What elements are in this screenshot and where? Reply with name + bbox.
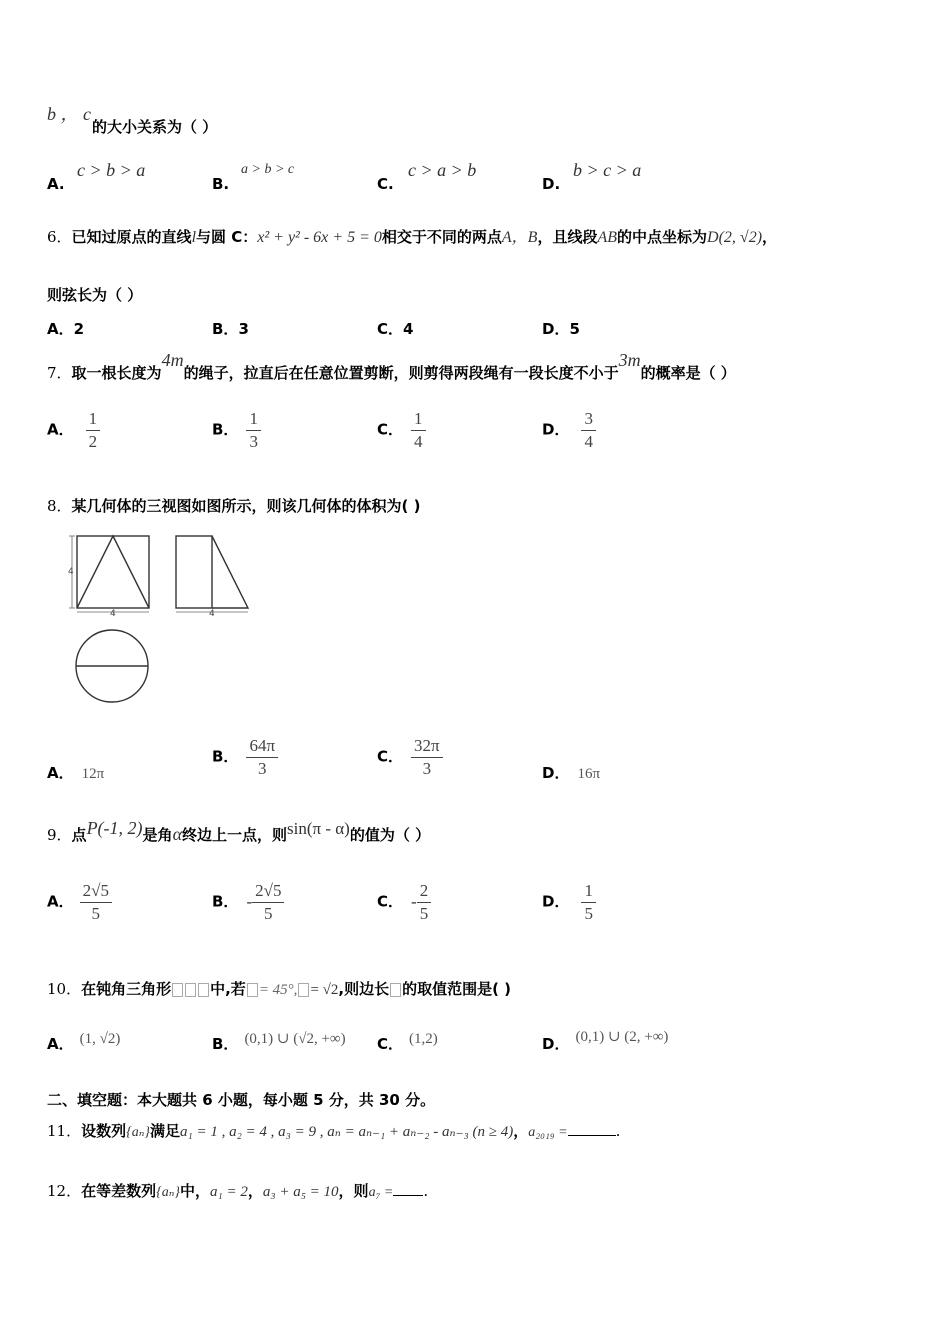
q5-option-a-label: A. [47,175,65,193]
q5-option-d-label: D. [542,175,561,193]
q9-number: 9． [47,826,72,844]
q10-text-1: 在钝角三角形 [81,980,172,998]
q10-number: 10． [47,980,82,998]
q12-condition-1: a₁ = 2 [210,1184,248,1200]
q9-option-d: D． $\frac{1}{5}$ [542,880,596,925]
q6-circle-equation: x² + y² - 6x + 5 = 0 [257,229,382,246]
q10-text-2: 中,若 [210,980,246,998]
q9-option-c: C． - $\frac{2}{5}$ [377,880,431,925]
q7-text-1: 取一根长度为 [71,364,162,382]
q5-option-c-expr: c > a > b [408,160,477,180]
q9-text-3: 终边上一点，则 [182,826,288,844]
question-7 [47,350,736,383]
side-view-rect [176,536,212,608]
q11-conditions: a₁ = 1 , a₂ = 4 , a₃ = 9 , aₙ = aₙ₋₁ + aₙ₋₂ - aₙ₋₃ (n ≥ 4) [180,1124,514,1140]
q7-option-a: A． $\frac{1}{2}$ [47,408,100,453]
q5-option-b-label: B. [212,175,230,193]
q11-period: . [615,1122,621,1140]
q9-option-a: A． $\frac{2√5}{5}$ [47,880,112,925]
q7-option-b: B． $\frac{1}{3}$ [212,408,261,453]
q6-text-6: ， [762,228,778,246]
q8-option-b: B． $\frac{64\pi}{3}$ [212,735,278,780]
dim-width-front: 4 [110,609,116,619]
q11-text-1: 设数列 [81,1122,127,1140]
three-view-diagram [60,528,260,710]
q12-text-4: ，则 [338,1182,369,1200]
q7-length-4m: 4m [161,350,184,370]
q9-text-4: 的值为（ ） [349,826,431,844]
question-6 [47,224,777,247]
q7-text-2: 的绳子，拉直后在任意位置剪断，则剪得两段绳有一段长度不小于 [183,364,619,382]
q11-answer-blank[interactable] [568,1135,616,1136]
q10-condition-2: = √2 [310,982,339,998]
q12-sequence: {aₙ} [156,1185,180,1200]
q6-line-l: l [191,229,197,246]
q8-number: 8． [47,497,72,515]
q5-option-a-expr: c > b > a [77,160,146,180]
q5-option-b-expr: a > b > c [241,162,295,177]
q12-period: . [423,1182,429,1200]
q12-condition-2: a₃ + a₅ = 10 [262,1184,339,1200]
q10-option-a: A． (1, √2) [47,1031,121,1053]
missing-glyph-box [198,983,209,997]
q5-option-c-label: C. [377,175,394,193]
side-view-triangle [212,536,248,608]
missing-glyph-box [298,983,309,997]
q11-number: 11． [47,1122,82,1140]
q7-option-c: C． $\frac{1}{4}$ [377,408,426,453]
missing-glyph-box [172,983,183,997]
q9-text-2: 是角 [142,826,173,844]
q9-option-b: B． - $\frac{2√5}{5}$ [212,880,284,925]
q7-length-3m: 3m [618,350,641,370]
q6-text-4: ，且线段 [537,228,598,246]
dim-height: 4 [68,567,74,577]
q10-text-4: 的取值范围是( ) [402,980,512,998]
q10-condition-1: = 45°, [258,982,298,998]
q6-text-1: 已知过原点的直线 [71,228,192,246]
q6-line-2: 则弦长为（ ） [47,286,143,304]
q6-segment: AB [597,229,618,246]
q6-option-d: D．5 [542,320,580,338]
missing-glyph-box [247,983,258,997]
question-9 [47,818,431,845]
q9-point: P(-1, 2) [86,818,143,838]
missing-glyph-box [390,983,401,997]
q9-expression: sin(π - α) [287,819,350,838]
q6-text-2: 与圆 C： [196,228,258,246]
q6-midpoint: D(2, √2) [707,229,763,246]
dim-width-side: 4 [209,609,215,619]
q6-option-c: C．4 [377,320,414,338]
q6-text-3: 相交于不同的两点 [381,228,502,246]
q10-option-b: B． (0,1) ∪ (√2, +∞) [212,1031,346,1053]
q5-option-d-expr: b > c > a [573,160,642,180]
q8-text: 某几何体的三视图如图所示，则该几何体的体积为( ) [71,497,421,515]
question-12 [47,1180,428,1201]
q12-answer-blank[interactable] [393,1195,423,1196]
question-11 [47,1120,620,1141]
section-heading: 二、填空题：本大题共 6 小题，每小题 5 分，共 30 分。 [47,1091,436,1109]
q12-text-3: ， [247,1182,263,1200]
question-8 [47,495,420,516]
q12-text-1: 在等差数列 [81,1182,157,1200]
q8-option-c: C． $\frac{32\pi}{3}$ [377,735,443,780]
q5-lead-vars: b ， c [47,104,91,124]
q12-text-2: 中， [179,1182,210,1200]
q12-number: 12． [47,1182,82,1200]
missing-glyph-box [185,983,196,997]
front-view-square [77,536,149,608]
q12-target: a₇ = [368,1185,394,1200]
q7-number: 7． [47,364,72,382]
q5-text: 的大小关系为（ ） [92,118,218,136]
q6-option-b: B．3 [212,320,249,338]
q8-option-d: D． 16π [542,764,601,782]
q6-number: 6． [47,228,72,246]
front-view-triangle [77,536,149,608]
q9-alpha: α [172,824,183,844]
q7-text-3: 的概率是（ ） [640,364,736,382]
q6-option-a: A．2 [47,320,85,338]
q7-option-d: D． $\frac{3}{4}$ [542,408,596,453]
q10-text-3: ,则边长 [338,980,390,998]
q11-text-3: ， [513,1122,529,1140]
question-10 [47,978,511,999]
q11-target: a₂₀₁₉ = [528,1125,568,1140]
q6-points: A，B [501,229,538,246]
q10-option-c: C． (1,2) [377,1031,438,1053]
q11-text-2: 满足 [149,1122,180,1140]
q9-text-1: 点 [71,826,87,844]
q11-sequence: {aₙ} [126,1125,150,1140]
q8-option-a: A． 12π [47,764,105,782]
q10-option-d: D． (0,1) ∪ (2, +∞) [542,1029,669,1053]
q6-text-5: 的中点坐标为 [617,228,708,246]
